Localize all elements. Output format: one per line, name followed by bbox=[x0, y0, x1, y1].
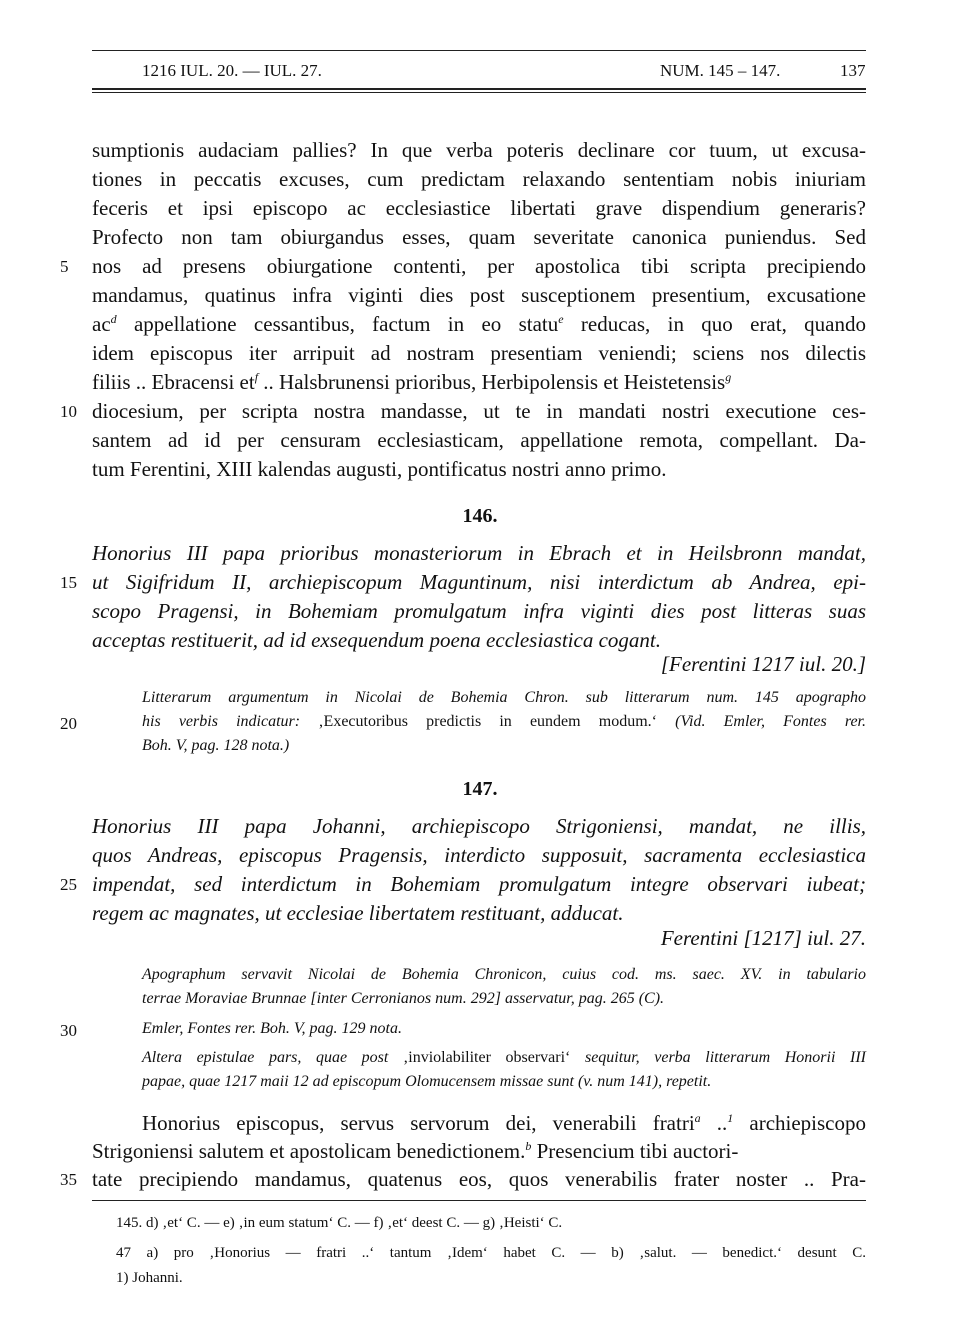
text-segment: ac bbox=[92, 312, 111, 336]
header-bottom-rule-thin bbox=[92, 92, 866, 93]
line-number: 30 bbox=[60, 1021, 77, 1040]
document-number: 147. bbox=[462, 778, 498, 800]
quoted-incipit: ‚inviolabiliter observari‘ bbox=[402, 1049, 571, 1066]
regest-line: Honorius III papa Johanni, archiepiscopo Strigoniensi, mandat, ne illis, bbox=[92, 814, 866, 838]
document-date: Ferentini [1217] iul. 27. bbox=[660, 926, 866, 950]
text-line: idem episcopus iter arripuit ad nostram presentiam veniendi; sciens nos dilectis bbox=[92, 341, 866, 365]
note-line: Apographum servavit Nicolai de Bohemia Chronicon, cuius cod. ms. saec. XV. in tabulario bbox=[142, 966, 866, 983]
text-line bbox=[142, 1110, 866, 1136]
note-line: papae, quae 1217 maii 12 ad episcopum Olomucensem missae sunt (v. num 141), repetit. bbox=[142, 1073, 712, 1090]
text-segment: .. Halsbrunensi prioribus, Herbipolensis et Heistetensis bbox=[258, 370, 726, 394]
footnote-marker: 1 bbox=[727, 1111, 734, 1125]
text-segment: appellatione cessantibus, factum in eo statu bbox=[116, 312, 559, 336]
document-date: [Ferentini 1217 iul. 20.] bbox=[660, 652, 866, 676]
line-number: 25 bbox=[60, 875, 77, 894]
line-number: 10 bbox=[60, 402, 77, 421]
line-number: 20 bbox=[60, 714, 77, 733]
regest-line: regem ac magnates, ut ecclesiae libertatem restituant, adducat. bbox=[92, 901, 624, 925]
text-segment: Altera epistulae pars, quae post bbox=[142, 1049, 403, 1066]
text-segment: reducas, in quo erat, quando bbox=[563, 312, 866, 336]
regest-line: acceptas restituerit, ad id exsequendum poena ecclesiastica cogant. bbox=[92, 628, 661, 652]
footnote-marker: d bbox=[110, 312, 117, 326]
regest-line: Honorius III papa prioribus monasteriorum in Ebrach et in Heilsbronn mandat, bbox=[92, 541, 866, 565]
text-segment: Presencium tibi auctori- bbox=[531, 1139, 739, 1163]
footnote-line: 47 a) pro ‚Honorius — fratri ..‘ tantum ‚Idem‘ habet C. — b) ‚salut. — benedict.‘ desunt C. bbox=[116, 1245, 866, 1261]
text-line: feceris et ipsi episcopo ac ecclesiastice libertati grave dispendium generaris? bbox=[92, 196, 866, 220]
note-line: Boh. V, pag. 128 nota.) bbox=[142, 737, 290, 754]
text-segment: his verbis indicatur: bbox=[142, 713, 319, 730]
text-segment: filiis .. Ebracensi et bbox=[92, 370, 255, 394]
regest-line: scopo Pragensi, in Bohemiam promulgatum infra viginti dies post litteras suas bbox=[92, 599, 866, 623]
quoted-incipit: ‚Executoribus predictis in eundem modum.‘ bbox=[318, 713, 657, 730]
note-line bbox=[142, 1048, 866, 1068]
regest-line: quos Andreas, episcopus Pragensis, interdicto supposuit, sacramenta ecclesiastica bbox=[92, 843, 866, 867]
text-line: diocesium, per scripta nostra mandasse, ut te in mandati nostri executione ces- bbox=[92, 399, 866, 423]
note-line bbox=[142, 712, 866, 732]
text-line bbox=[92, 311, 866, 337]
text-line: sumptionis audaciam pallies? In que verba poteris declinare cor tuum, ut excusa- bbox=[92, 138, 866, 162]
regest-line: ut Sigifridum II, archiepiscopum Maguntinum, nisi interdictum ab Andrea, epi- bbox=[92, 570, 866, 594]
text-segment: archiepiscopo bbox=[733, 1111, 867, 1135]
text-line: tate precipiendo mandamus, quatenus eos, quos venerabilis frater noster .. Pra- bbox=[92, 1167, 866, 1191]
text-segment: (Vid. Emler, Fontes rer. bbox=[656, 713, 867, 730]
footnote-line: 145. d) ‚et‘ C. — e) ‚in eum statum‘ C. — f) ‚et‘ deest C. — g) ‚Heisti‘ C. bbox=[116, 1215, 563, 1231]
document-number: 146. bbox=[462, 505, 498, 527]
note-line: terrae Moraviae Brunnae [inter Cerronianos num. 292] asservatur, pag. 265 (C). bbox=[142, 990, 665, 1007]
note-line: Litterarum argumentum in Nicolai de Bohemia Chron. sub litterarum num. 145 apographo bbox=[142, 689, 866, 706]
footnote-line: 1) Johanni. bbox=[116, 1270, 183, 1286]
header-page-number: 137 bbox=[840, 61, 866, 80]
header-document-numbers: NUM. 145 – 147. bbox=[660, 61, 781, 80]
text-line bbox=[92, 369, 866, 395]
text-line: Profecto non tam obiurgandus esses, quam severitate canonica puniendus. Sed bbox=[92, 225, 866, 249]
text-line bbox=[92, 1138, 866, 1164]
text-line: mandamus, quatinus infra viginti dies post susceptionem presentium, excusatione bbox=[92, 283, 866, 307]
text-line: tum Ferentini, XIII kalendas augusti, pontificatus nostri anno primo. bbox=[92, 457, 667, 481]
footnote-marker: a bbox=[694, 1111, 701, 1125]
header-bottom-rule bbox=[92, 88, 866, 90]
footnote-marker: e bbox=[558, 312, 564, 326]
header-top-rule bbox=[92, 50, 866, 51]
regest-line: impendat, sed interdictum in Bohemiam promulgatum integre observari iubeat; bbox=[92, 872, 866, 896]
footnote-marker: b bbox=[525, 1139, 532, 1153]
text-line: tiones in peccatis excuses, cum predictam relaxando sententiam nobis iniuriam bbox=[92, 167, 866, 191]
text-line: santem ad id per censuram ecclesiasticam, appellatione remota, compellant. Da- bbox=[92, 428, 866, 452]
footnote-marker: g bbox=[725, 370, 732, 384]
text-segment: sequitur, verba litterarum Honorii III bbox=[570, 1049, 867, 1066]
line-number: 5 bbox=[60, 257, 69, 276]
text-segment: Honorius episcopus, servus servorum dei, venerabili fratri bbox=[142, 1111, 695, 1135]
header-date-range: 1216 IUL. 20. — IUL. 27. bbox=[142, 61, 322, 80]
text-segment: Strigoniensi salutem et apostolicam benedictionem. bbox=[92, 1139, 526, 1163]
line-number: 15 bbox=[60, 573, 77, 592]
text-segment: .. bbox=[700, 1111, 728, 1135]
line-number: 35 bbox=[60, 1170, 77, 1189]
text-line: nos ad presens obiurgatione contenti, per apostolica tibi scripta precipiendo bbox=[92, 254, 866, 278]
footnote-rule bbox=[92, 1200, 866, 1201]
footnote-marker: f bbox=[254, 370, 259, 384]
note-line: Emler, Fontes rer. Boh. V, pag. 129 nota. bbox=[142, 1020, 402, 1037]
